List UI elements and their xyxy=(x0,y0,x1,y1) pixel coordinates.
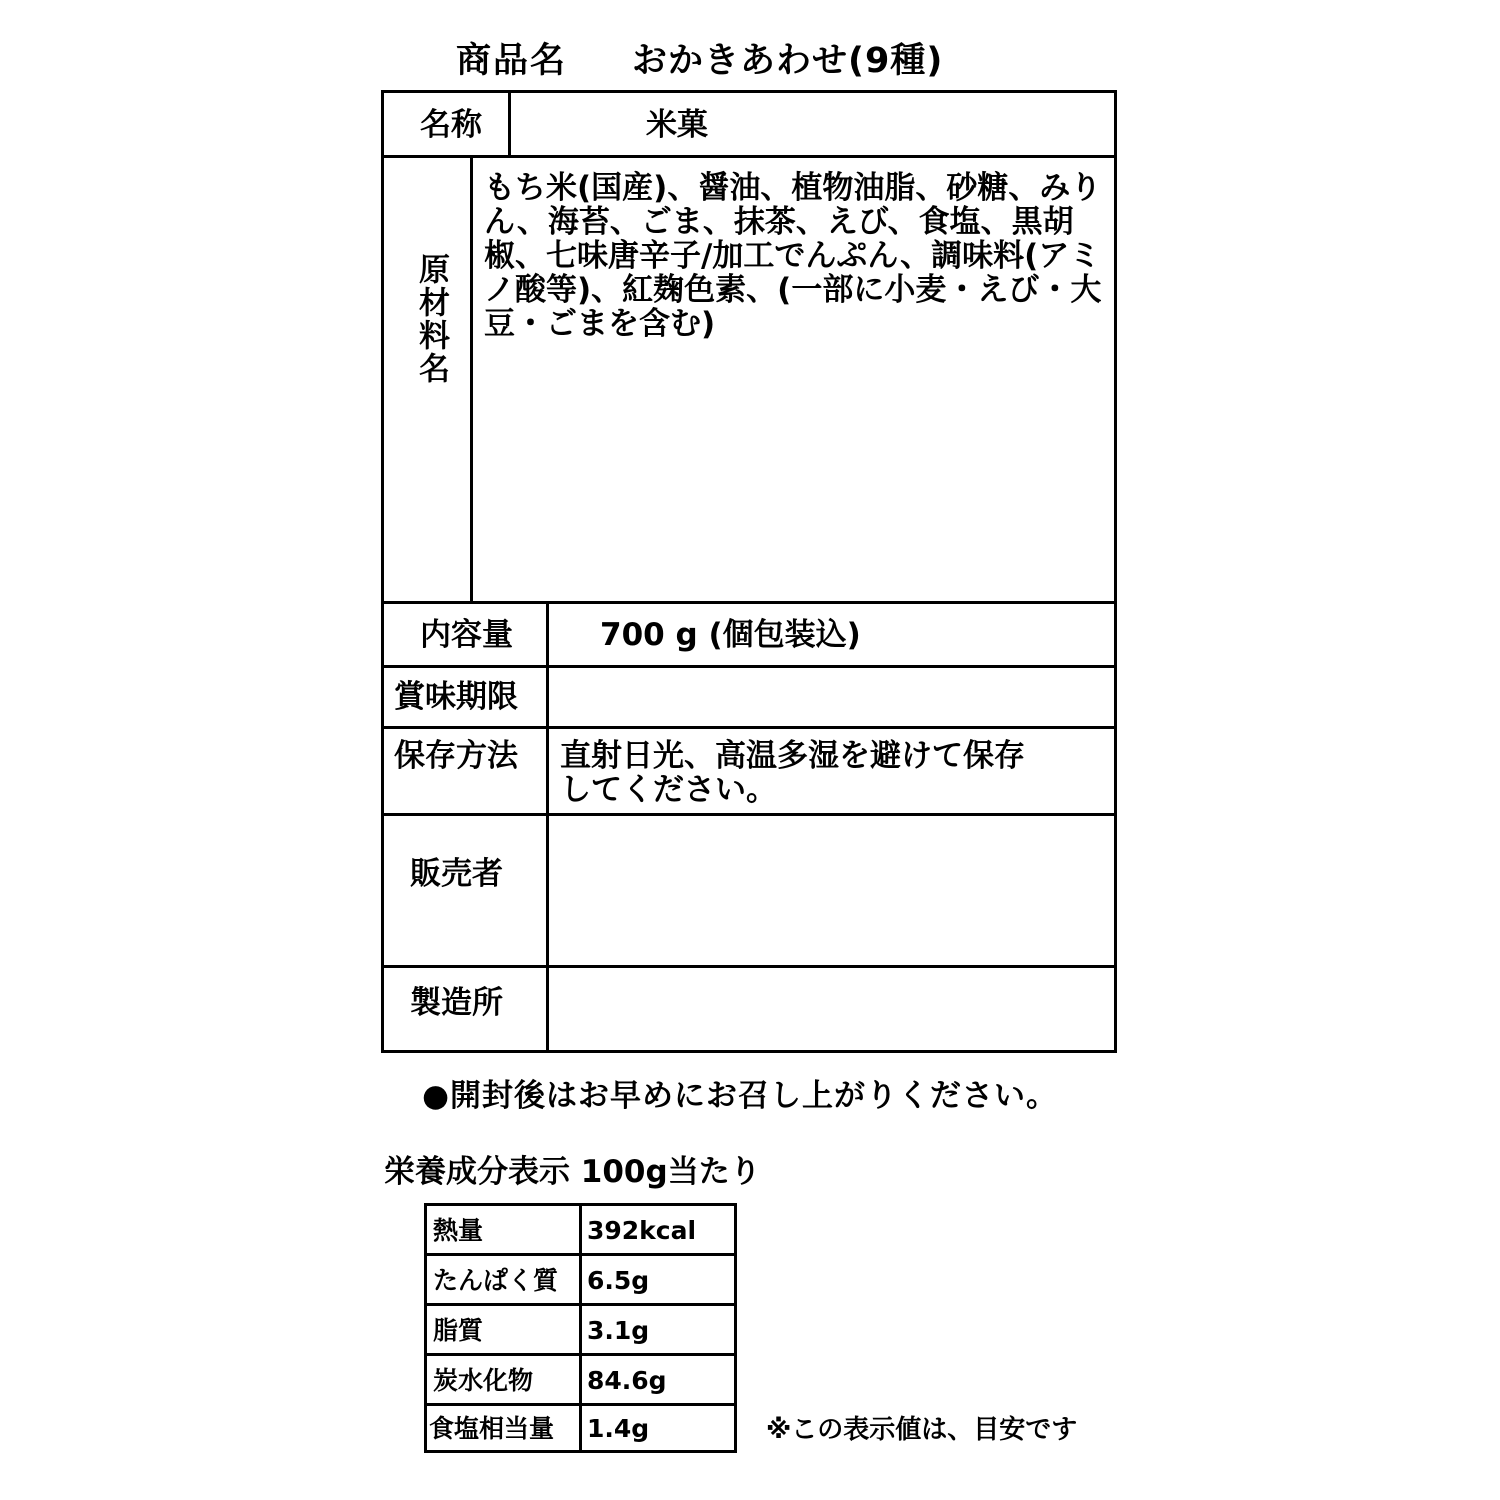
name-label: 名称 xyxy=(420,107,482,143)
row-divider xyxy=(384,601,1114,604)
manufacturer-label: 製造所 xyxy=(410,985,503,1021)
seller-label: 販売者 xyxy=(410,856,503,892)
name-value: 米菓 xyxy=(646,107,708,143)
ingredients-label: 原材料名 xyxy=(413,253,449,385)
nutrition-row-label: 食塩相当量 xyxy=(429,1414,555,1443)
nutrition-row-label: 脂質 xyxy=(433,1316,484,1345)
nutrition-title: 栄養成分表示 100g当たり xyxy=(384,1154,761,1190)
row-divider xyxy=(384,155,1114,158)
ingredients-value: もち米(国産)、醤油、植物油脂、砂糖、みりん、海苔、ごま、抹茶、えび、食塩、黒胡椒、七味唐辛子/加工でんぷん、調味料(アミノ酸等)、紅麹色素、(一部に小麦・えび・大豆・ごまを含む) xyxy=(484,170,1102,342)
food-label-table xyxy=(381,90,1117,1053)
nutrition-table xyxy=(424,1203,737,1453)
nutrition-row-value: 3.1g xyxy=(587,1316,650,1345)
nutrition-row-value: 392kcal xyxy=(587,1216,697,1245)
estimate-note: ※この表示値は、目安です xyxy=(766,1415,1078,1445)
nutrition-row-label: 熱量 xyxy=(433,1216,484,1245)
product-name-label: 商品名 xyxy=(456,41,568,81)
nutrition-row-value: 6.5g xyxy=(587,1266,650,1295)
content-label: 内容量 xyxy=(420,617,513,653)
column-divider xyxy=(470,155,473,601)
product-name-value: おかきあわせ(9種) xyxy=(632,41,944,81)
nutrition-column-divider xyxy=(579,1206,582,1450)
column-divider xyxy=(546,601,549,1050)
nutrition-row-value: 1.4g xyxy=(587,1414,650,1443)
row-divider xyxy=(384,965,1114,968)
nutrition-row-value: 84.6g xyxy=(587,1366,667,1395)
row-divider xyxy=(384,665,1114,668)
row-divider xyxy=(384,726,1114,729)
storage-label: 保存方法 xyxy=(394,738,518,774)
content-value: 700 g (個包装込) xyxy=(600,617,861,653)
best-before-label: 賞味期限 xyxy=(394,679,518,715)
nutrition-row-label: 炭水化物 xyxy=(433,1366,534,1395)
storage-value-line2: してください。 xyxy=(560,772,777,808)
column-divider xyxy=(508,93,511,155)
opening-notice: ●開封後はお早めにお召し上がりください。 xyxy=(422,1078,1059,1114)
nutrition-row-label: たんぱく質 xyxy=(433,1266,559,1295)
row-divider xyxy=(384,813,1114,816)
storage-value-line1: 直射日光、高温多湿を避けて保存 xyxy=(560,738,1025,774)
